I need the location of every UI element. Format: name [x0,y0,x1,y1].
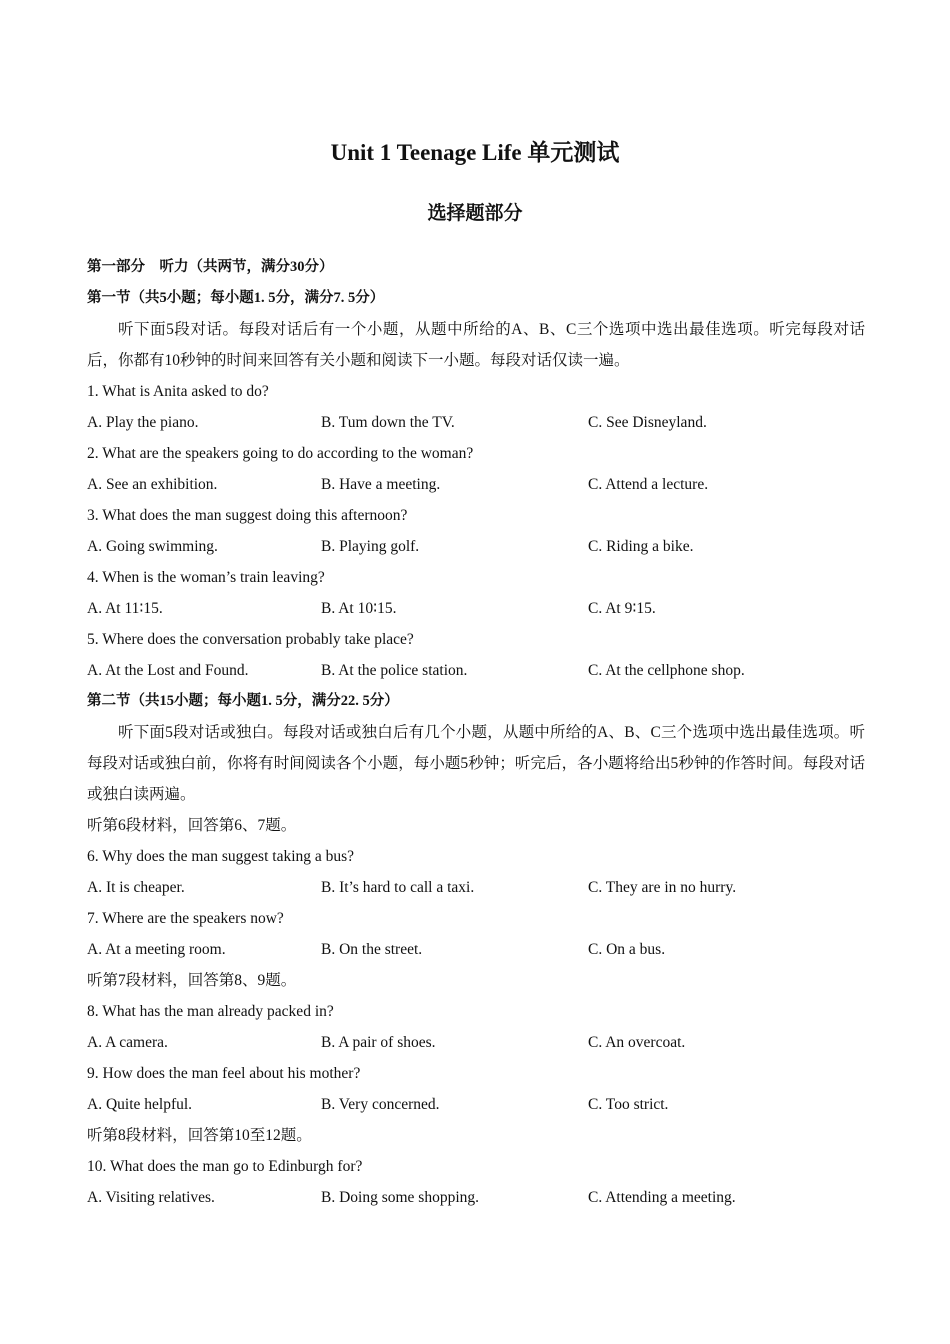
question-10: 10. What does the man go to Edinburgh for? [87,1158,363,1175]
page-title: Unit 1 Teenage Life 单元测试 [330,140,620,165]
question-5: 5. Where does the conversation probably take place? [87,631,414,648]
material-8-note: 听第8段材料，回答第10至12题。 [87,1127,312,1144]
option-c: C. Too strict. [588,1096,669,1113]
question-3: 3. What does the man suggest doing this afternoon? [87,507,408,524]
option-a: A. Play the piano. [87,414,199,431]
option-a: A. Visiting relatives. [87,1189,215,1206]
exam-content [87,252,865,1213]
material-7-note: 听第7段材料，回答第8、9题。 [87,972,297,989]
option-a: A. It is cheaper. [87,879,185,896]
option-c: C. See Disneyland. [588,414,707,431]
section1-instructions: 听下面5段对话。每段对话后有一个小题，从题中所给的A、B、C三个选项中选出最佳选项。听完每段对话后，你都有10秒钟的时间来回答有关小题和阅读下一小题。每段对话仅读一遍。 [87,321,865,369]
option-b: B. On the street. [321,941,423,958]
option-b: B. Tum down the TV. [321,414,455,431]
option-b: B. Doing some shopping. [321,1189,480,1206]
question-5-options [87,655,865,686]
option-c: C. Riding a bike. [588,538,694,555]
question-9: 9. How does the man feel about his mother? [87,1065,361,1082]
option-a: A. Going swimming. [87,538,218,555]
option-b: B. It’s hard to call a taxi. [321,879,475,896]
question-8: 8. What has the man already packed in? [87,1003,334,1020]
option-a: A. Quite helpful. [87,1096,193,1113]
option-b: B. A pair of shoes. [321,1034,436,1051]
option-a: A. At 11∶15. [87,600,163,617]
question-2-options [87,469,865,500]
question-6-options [87,872,865,903]
option-c: C. They are in no hurry. [588,879,737,896]
material-6-note: 听第6段材料，回答第6、7题。 [87,817,297,834]
part1-heading: 第一部分 听力（共两节，满分30分） [87,259,334,275]
question-2: 2. What are the speakers going to do according to the woman? [87,445,474,462]
question-8-options [87,1027,865,1058]
question-7: 7. Where are the speakers now? [87,910,284,927]
question-6: 6. Why does the man suggest taking a bus? [87,848,355,865]
option-b: B. Very concerned. [321,1096,440,1113]
option-b: B. At 10∶15. [321,600,397,617]
question-9-options [87,1089,865,1120]
section2-heading: 第二节（共15小题；每小题1. 5分，满分22. 5分） [87,693,399,709]
option-a: A. A camera. [87,1034,168,1051]
option-b: B. Playing golf. [321,538,420,555]
option-a: A. At the Lost and Found. [87,662,249,679]
option-c: C. On a bus. [588,941,666,958]
option-c: C. An overcoat. [588,1034,686,1051]
question-7-options [87,934,865,965]
option-c: C. Attending a meeting. [588,1189,736,1206]
question-3-options [87,531,865,562]
question-1: 1. What is Anita asked to do? [87,383,269,400]
option-c: C. At the cellphone shop. [588,662,745,679]
option-c: C. Attend a lecture. [588,476,709,493]
question-4-options [87,593,865,624]
question-1-options [87,407,865,438]
section2-instructions: 听下面5段对话或独白。每段对话或独白后有几个小题，从题中所给的A、B、C三个选项中选出最佳选项。听每段对话或独白前，你将有时间阅读各个小题，每小题5秒钟；听完后，各小题将给出5秒钟的作答时间。每段对话或独白读两遍。 [87,724,865,803]
page-subtitle: 选择题部分 [427,203,523,224]
option-b: B. Have a meeting. [321,476,441,493]
option-c: C. At 9∶15. [588,600,656,617]
option-a: A. At a meeting room. [87,941,226,958]
question-10-options [87,1182,865,1213]
section1-heading: 第一节（共5小题；每小题1. 5分，满分7. 5分） [87,290,385,306]
question-4: 4. When is the woman’s train leaving? [87,569,325,586]
option-a: A. See an exhibition. [87,476,218,493]
option-b: B. At the police station. [321,662,468,679]
